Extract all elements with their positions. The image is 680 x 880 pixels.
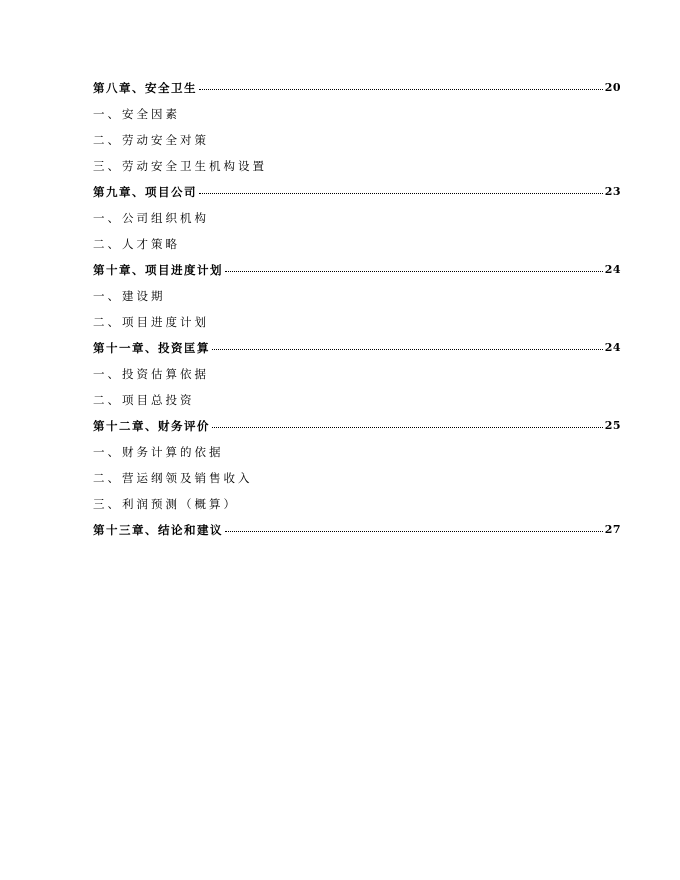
- toc-chapter-entry[interactable]: [93, 78, 621, 104]
- toc-entry-title: 一、财务计算的依据: [93, 445, 224, 459]
- toc-section-entry[interactable]: [93, 468, 621, 494]
- toc-section-entry[interactable]: [93, 390, 621, 416]
- toc-entry-title: 一、投资估算依据: [93, 367, 209, 381]
- toc-section-entry[interactable]: [93, 156, 621, 182]
- toc-entry-title: 二、劳动安全对策: [93, 133, 209, 147]
- toc-entry-title: 第十章、项目进度计划: [93, 263, 223, 277]
- toc-section-entry[interactable]: [93, 494, 621, 520]
- toc-page-number: 24: [604, 263, 621, 276]
- toc-entry-title: 二、项目进度计划: [93, 315, 209, 329]
- toc-entry-title: 第九章、项目公司: [93, 185, 197, 199]
- toc-dot-leader: [199, 182, 603, 194]
- toc-section-entry[interactable]: [93, 130, 621, 156]
- toc-entry-title: 二、项目总投资: [93, 393, 195, 407]
- toc-section-entry[interactable]: [93, 312, 621, 338]
- toc-chapter-entry[interactable]: [93, 338, 621, 364]
- table-of-contents: [93, 78, 621, 546]
- toc-entry-title: 第十一章、投资匡算: [93, 341, 210, 355]
- toc-entry-title: 一、建设期: [93, 289, 166, 303]
- toc-chapter-entry[interactable]: [93, 260, 621, 286]
- toc-chapter-entry[interactable]: [93, 416, 621, 442]
- toc-section-entry[interactable]: [93, 234, 621, 260]
- toc-entry-title: 第十三章、结论和建议: [93, 523, 223, 537]
- toc-section-entry[interactable]: [93, 442, 621, 468]
- toc-dot-leader: [212, 338, 603, 350]
- toc-section-entry[interactable]: [93, 208, 621, 234]
- toc-entry-title: 二、营运纲领及销售收入: [93, 471, 253, 485]
- toc-page-number: 25: [604, 419, 621, 432]
- toc-chapter-entry[interactable]: [93, 182, 621, 208]
- toc-entry-title: 三、利润预测（概算）: [93, 497, 238, 511]
- toc-entry-title: 第八章、安全卫生: [93, 81, 197, 95]
- toc-section-entry[interactable]: [93, 286, 621, 312]
- toc-entry-title: 一、安全因素: [93, 107, 180, 121]
- toc-dot-leader: [212, 416, 603, 428]
- toc-entry-title: 三、劳动安全卫生机构设置: [93, 159, 267, 173]
- toc-section-entry[interactable]: [93, 104, 621, 130]
- toc-dot-leader: [225, 260, 603, 272]
- toc-entry-title: 二、人才策略: [93, 237, 180, 251]
- toc-page-number: 24: [604, 341, 621, 354]
- toc-dot-leader: [225, 520, 603, 532]
- toc-section-entry[interactable]: [93, 364, 621, 390]
- toc-entry-title: 第十二章、财务评价: [93, 419, 210, 433]
- toc-chapter-entry[interactable]: [93, 520, 621, 546]
- toc-entry-title: 一、公司组织机构: [93, 211, 209, 225]
- toc-page-number: 23: [604, 185, 621, 198]
- toc-dot-leader: [199, 78, 603, 90]
- toc-page-number: 20: [604, 81, 621, 94]
- toc-page-number: 27: [604, 523, 621, 536]
